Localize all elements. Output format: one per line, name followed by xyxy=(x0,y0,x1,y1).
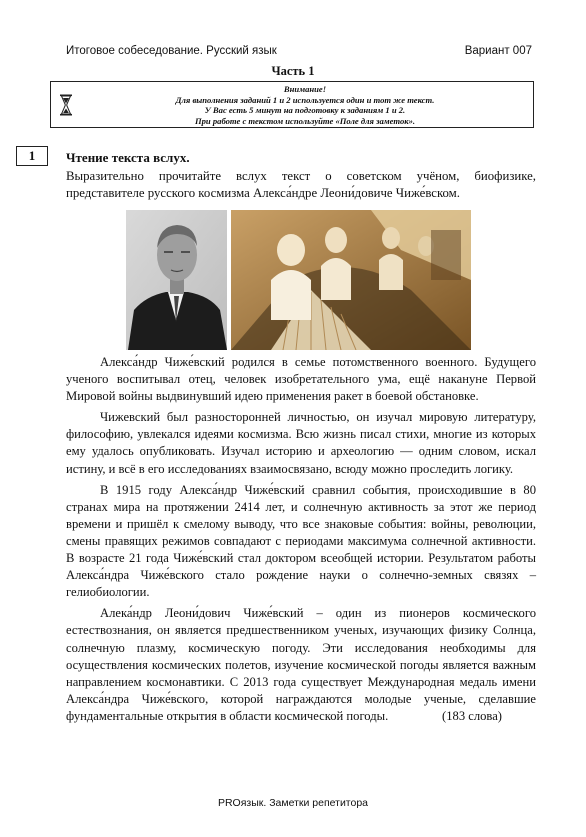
portrait-photo xyxy=(126,210,227,350)
notice-line: Внимание! xyxy=(283,84,327,94)
part-title: Часть 1 xyxy=(271,64,315,78)
header-variant: Вариант 007 xyxy=(464,45,532,57)
task-intro xyxy=(66,168,536,202)
notice-line: Для выполнения заданий 1 и 2 используется один и тот же текст. xyxy=(175,94,435,105)
text-paragraph: Чижевский был разносторонней личностью, он изучал мировую литературу, философию, увлекался идеями космизма. Всю жизнь писал стихи, многие из которых ему удалось опубликовать. Изучал историю и археологию — одним словом, искал истину, и всё в его исследованиях взаимосвязано, всюду можно проследить логику. xyxy=(66,410,536,476)
reading-text xyxy=(66,354,536,729)
intro-line: Выразительно прочитайте вслух текст о советском учёном, биофизике, xyxy=(66,169,536,183)
text-paragraph: Алекса́ндр Чиже́вский родился в семье потомственного военного. Будущего ученого воспитывал отец, человек изобретательного ума, ещё накануне Первой Мировой войны выдвинувший идею применения ракет в боевой обстановке. xyxy=(66,355,536,404)
notice-text xyxy=(81,84,529,126)
notice-box xyxy=(50,81,534,128)
header-subject: Итоговое собеседование. Русский язык xyxy=(66,45,277,57)
word-count: (183 слова) xyxy=(442,708,502,723)
notice-line: При работе с текстом используйте «Поле для заметок». xyxy=(194,115,416,126)
intro-line: представителе русского космизма Алекса́ндре Леони́довиче Чиже́вском. xyxy=(66,186,460,200)
footer: PROязык. Заметки репетитора xyxy=(217,797,369,809)
hourglass-icon xyxy=(59,94,73,116)
text-paragraph: В 1915 году Алекса́ндр Чиже́вский сравнил события, происходившие в 80 странах мира на протяжении 2414 лет, и солнечную активность за этот же период времени и пришёл к смелому выводу, что все знаковые события: войны, революции, смены правящих режимов совпадают с периодами максимума солнечной активности. В возрасте 21 года Чиже́вский стал доктором всеобщей истории. Результатом работы Алекса́ндра Чиже́вского стало рождение науки о солнечно-земных связях – гелиобиологии. xyxy=(66,482,536,600)
paragraph-text: Алека́ндр Леони́дович Чиже́вский – один из пионеров космического естествознания, он является предшественником ученых, изучающих физику Солнца, солнечную плазму, космическую погоду. Эти исследования необходимы для осуществления космических полетов, изучение космической погоды является важным направлением космонавтики. С 2013 года существует Международная медаль имени Алекса́ндра Чиже́вского, которой награждаются молодые ученые, сделавшие фундаментальные открытия в области космической погоды. xyxy=(66,606,536,723)
task-title: Чтение текста вслух. xyxy=(66,150,190,165)
task-number: 1 xyxy=(16,146,48,166)
text-paragraph xyxy=(66,605,536,725)
laboratory-photo xyxy=(231,210,471,350)
notice-line: У Вас есть 5 минут на подготовку к заданиям 1 и 2. xyxy=(204,105,406,115)
